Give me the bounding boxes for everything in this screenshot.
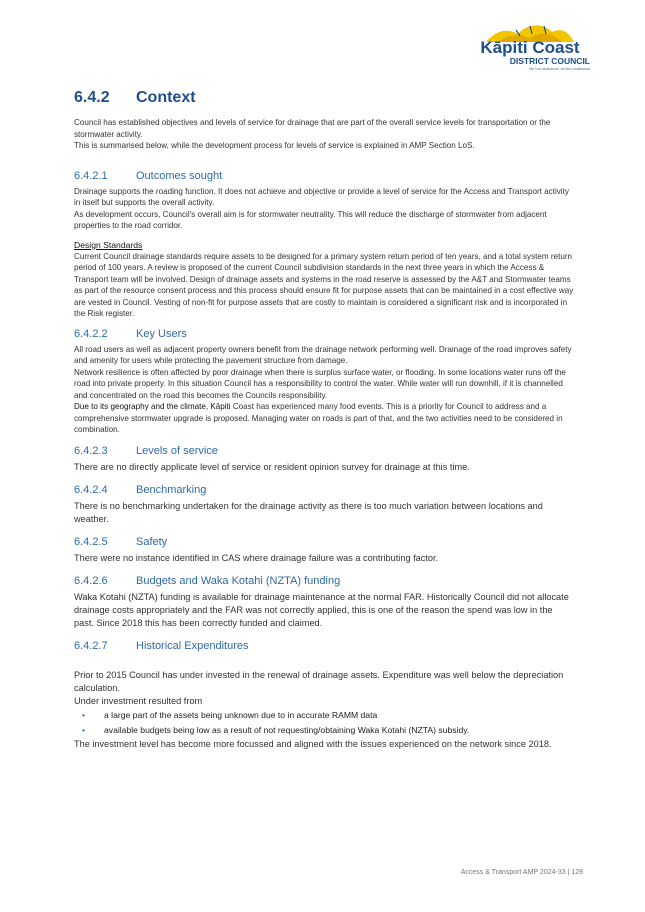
budgets-paragraph: Waka Kotahi (NZTA) funding is available for drainage maintenance at the normal FAR. Historically Council did not allocate drainage costs appropriately and the FAR was not correctly applied, this is one of the reason the spend was low in the past. Since 2018 this has been correctly funded and claimed.	[74, 591, 569, 628]
benchmarking-paragraph: There is no benchmarking undertaken for the drainage activity as there is too much variation between locations and weather.	[74, 500, 543, 524]
outcomes-paragraph-1: Drainage supports the roading function. It does not achieve and objective or provide a level of service for the Access and Transport activity in itself but supports the overall activity.	[74, 186, 569, 207]
list-item: • a large part of the assets being unknown due to in accurate RAMM data	[74, 708, 574, 723]
logo-subtitle: DISTRICT COUNCIL	[509, 56, 590, 66]
historical-paragraph-2: Under investment resulted from	[74, 695, 203, 706]
historical-paragraph-3: The investment level has become more focussed and aligned with the issues experienced on the network since 2018.	[74, 738, 552, 749]
heading-historical-expenditures: 6.4.2.7 Historical Expenditures	[74, 639, 249, 652]
list-item: • available budgets being low as a result of not requesting/obtaining Waka Kotahi (NZTA) subsidy.	[74, 723, 574, 738]
bullet-icon: •	[82, 709, 86, 720]
intro-paragraph-2: This is summarised below, while the development process for levels of service is explained in AMP Section LoS.	[74, 141, 475, 150]
key-users-paragraph-2: Network resilience is often affected by poor drainage when there is surplus surface water, or flooding. In some locations water runs off the road into private property. In this situation Council has a responsibility to control the water. While water will run downhill, if it is channelled and concentrated on the road this becomes the Councils responsibility.	[74, 367, 566, 400]
levels-of-service-paragraph: There are no directly applicate level of service or resident opinion survey for drainage at this time.	[74, 461, 470, 472]
key-users-paragraph-3: Due to its geography and the climate, Kāpiti Coast has experienced many food events. This is a priority for Council to address and a comprehensive stormwater upgrade is proposed. Managing water on roads is part of that, and the two activities need to be considered in combination.	[74, 402, 563, 434]
logo-brand: Kāpiti Coast	[480, 38, 580, 57]
outcomes-paragraph-2: As development occurs, Council's overall aim is for stormwater neutrality. This will reduce the discharge of stormwater from adjacent properties to the road corridor.	[74, 209, 547, 230]
design-standards-subheading: Design Standards	[74, 239, 143, 250]
heading-outcomes: 6.4.2.1 Outcomes sought	[74, 169, 223, 182]
heading-budgets: 6.4.2.6 Budgets and Waka Kotahi (NZTA) funding	[74, 574, 341, 587]
intro-paragraph-1: Council has established objectives and levels of service for drainage that are part of the overall service levels for transportation or the stormwater activity.	[74, 118, 551, 139]
section-heading: 6.4.2 Context	[74, 89, 196, 106]
design-standards-paragraph: Current Council drainage standards require assets to be designed for a primary system return period of ten years, and a total system return period of 100 years. A review is proposed of the current Council subdivision standards in the next three years in which the Access & Transport team will be involved. Design of drainage assets and systems in the road reserve is assessed by the A&T and Stormwater teams as part of the resource consent process and this process should ensure fit for purpose assets that can be maintained in a cost effective way are vested in Council. Vesting of non-fit for purpose assets that are costly to maintain is considered a significant risk and is incorporated in the Risk register.	[74, 251, 574, 318]
heading-safety: 6.4.2.5 Safety	[74, 535, 168, 548]
council-logo	[470, 22, 590, 82]
heading-benchmarking: 6.4.2.4 Benchmarking	[74, 483, 207, 496]
bullet-icon: •	[82, 724, 86, 735]
document-body	[74, 88, 574, 751]
heading-levels-of-service: 6.4.2.3 Levels of service	[74, 444, 218, 457]
historical-paragraph-1: Prior to 2015 Council has under invested in the renewal of drainage assets. Expenditure was well below the depreciation calculation.	[74, 669, 564, 693]
logo-tagline: Me huri whakamuri, ka titiro whakamua	[529, 67, 590, 71]
page-footer: Access & Transport AMP 2024-33 | 128	[460, 869, 583, 876]
key-users-paragraph-1: All road users as well as adjacent property owners benefit from the drainage network performing well. Drainage of the road improves safety and amenity for users while protecting the pavement structure from damage.	[74, 344, 572, 365]
safety-paragraph: There were no instance identified in CAS where drainage failure was a contributing factor.	[74, 552, 439, 563]
heading-key-users: 6.4.2.2 Key Users	[74, 327, 187, 340]
